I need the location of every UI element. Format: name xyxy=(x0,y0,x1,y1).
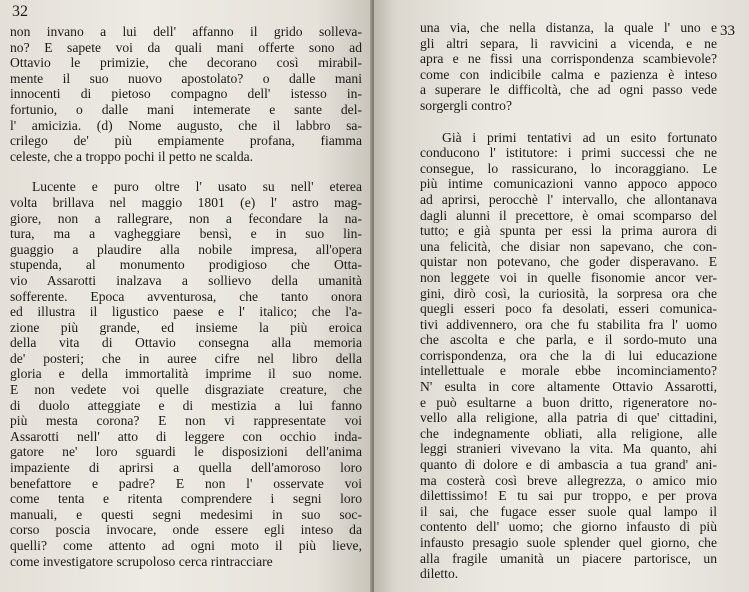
text-line: gatore ne' loro sguardi le disposizioni dell'anima xyxy=(10,444,362,460)
text-line: come investigatore scrupoloso cerca rintracciare xyxy=(10,553,273,569)
text-line: della vita di Ottavio consegna alla memoria xyxy=(10,335,362,351)
text-line: di duolo atteggiate e di mestizia a lui fanno xyxy=(10,397,362,413)
text-line: Ottavio le primizie, che decorano così mirabil- xyxy=(10,55,362,71)
text-line: Già i primi tentativi ad un esito fortunato xyxy=(442,129,717,145)
text-line: più intime comunicazioni vanno appoco appoco xyxy=(420,176,717,192)
text-line: fortunio, o dalle mani intemerate e sante del- xyxy=(10,101,362,117)
text-line: stupenda, al monumento prodigioso che Otta- xyxy=(10,257,362,273)
right-page-number: 33 xyxy=(720,23,735,39)
text-line: tutto; e già spunta per essi la prima aurora di xyxy=(420,223,717,239)
text-line: infausto presagio suole splender quel giorno, che xyxy=(420,535,717,550)
left-paragraph-2 xyxy=(10,179,362,569)
left-page xyxy=(0,0,372,592)
text-line: alla fragile umanità un piacere partorisce, un xyxy=(420,550,717,566)
text-line: apra e ne fissi una corrispondenza scambievole? xyxy=(420,51,717,67)
text-line: a superare le difficoltà, che ad ogni passo vede xyxy=(420,82,717,98)
text-line: zione più grande, ed insieme la più eroica xyxy=(10,319,362,335)
text-line: E non vedete voi quelle disgraziate creature, che xyxy=(10,382,362,398)
text-line: gli altri separa, li ravvicini a vicenda, e ne xyxy=(420,35,717,51)
text-line: contento dell' uomo; che giorno infausto di più xyxy=(420,519,717,535)
text-line: Assarotti nell' atto di leggere con occhio inda- xyxy=(10,428,362,444)
right-paragraph-1 xyxy=(420,20,739,114)
text-line: non leggete voi in quelle fisonomie ancor ver- xyxy=(420,269,717,285)
text-line: vio Assarotti inalzava a sollievo della umanità xyxy=(10,272,362,288)
text-line: leggi stranieri vivevano la vita. Ma quanto, ahi xyxy=(420,441,717,457)
text-line: consegue, lo rassicurano, lo incoraggiano. Le xyxy=(420,160,717,176)
text-line: ma costerà così breve allegrezza, o amico mio xyxy=(420,472,717,488)
text-line: tura, ma a vagheggiare bensì, e in suo lin- xyxy=(10,226,362,242)
text-line: gloria e della immortalità imprime il suo nome. xyxy=(10,366,362,382)
text-line: intellettuale e morale ebbe incominciamento? xyxy=(420,363,717,379)
text-line: sofferente. Epoca avventurosa, che tanto onora xyxy=(10,288,362,304)
text-line: guaggio a plaudire alla nobile impresa, all'opera xyxy=(10,241,362,257)
text-line: come con indicibile calma e pazienza è inteso xyxy=(420,66,717,82)
text-line: una felicità, che disiar non sapevano, che con- xyxy=(420,238,717,254)
text-line: manuali, e questi segni medesimi in suo soc- xyxy=(10,506,362,522)
text-line: quanto di dolore e di ambascia a tua grand' ani- xyxy=(420,457,717,473)
text-line: benefattore e padre? E non l' osservate voi xyxy=(10,475,362,491)
text-line: gini, dirò così, la curiosità, la sorpresa ora che xyxy=(420,285,717,301)
right-page xyxy=(374,0,749,592)
text-line: celeste, che a troppo pochi il petto ne scalda. xyxy=(10,148,254,164)
text-line: quistar non potevano, che goder disperavano. E xyxy=(420,254,717,270)
text-line: quelli? come attento ad ogni moto il più lieve, xyxy=(10,538,362,553)
text-line: corso poscia invocare, onde essere egli inteso da xyxy=(10,522,362,538)
text-line: l' amicizia. (d) Nome augusto, che il labbro sa- xyxy=(10,117,362,133)
text-line: dilettissimo! E tu sai pur troppo, e per prova xyxy=(420,488,717,504)
right-paragraph-2 xyxy=(420,130,739,582)
text-line: più mesta corona? E non vi rappresentate voi xyxy=(10,413,362,429)
text-line: ed illustra il ligustico paese e l' italico; che l'a- xyxy=(10,304,362,320)
text-line: corrispondenza, ora che la di lui educazione xyxy=(420,347,717,363)
text-line: e può esultarne a buon dritto, rigeneratore no- xyxy=(420,394,717,410)
text-line: che indegnamente obliati, alla religione, alle xyxy=(420,425,717,441)
text-line: de' posteri; che in auree cifre nel libro della xyxy=(10,350,362,366)
text-line: innocenti di pietoso compagno dell' istesso in- xyxy=(10,86,362,102)
text-line: come tenta e ritenta comprendere i segni loro xyxy=(10,491,362,507)
text-line: volta brillava nel maggio 1801 (e) l' astro mag- xyxy=(10,194,362,210)
text-line: il sai, che fugace esser suole qual lampo il xyxy=(420,503,717,519)
text-line: mente il suo nuovo apostolato? o dalle mani xyxy=(10,70,362,86)
text-line: giore, non a rallegrare, non a fecondare la na- xyxy=(10,210,362,226)
text-line: dagli alunni il precettore, è omai scomparso del xyxy=(420,207,717,223)
left-paragraph-1 xyxy=(10,24,362,164)
text-line: crilego de' più empiamente profana, fiamma xyxy=(10,133,362,149)
text-line: impaziente di aprirsi a quella dell'amoroso loro xyxy=(10,460,362,476)
text-line: diletto. xyxy=(420,566,459,582)
text-line: sorgergli contro? xyxy=(420,97,512,113)
text-line: non invano a lui dell' affanno il grido solleva- xyxy=(10,24,362,39)
text-line: Lucente e puro oltre l' usato su nell' eterea xyxy=(32,179,362,195)
text-line: quegli esseri poco fa desolati, esseri comunica- xyxy=(420,301,717,317)
text-line: N' esulta in core altamente Ottavio Assarotti, xyxy=(420,379,717,395)
text-line: no? E sapete voi da quali mani offerte sono ad xyxy=(10,39,362,55)
text-line: conducono l' istitutore: i primi successi che ne xyxy=(420,145,717,161)
text-line: ad aprirsi, perocchè l' intervallo, che allontanava xyxy=(420,191,717,207)
left-page-number: 32 xyxy=(12,3,28,20)
text-line: che ascolta e che parla, e il sordo-muto una xyxy=(420,332,717,348)
text-line: vello alla religione, alla patria di que' cittadini, xyxy=(420,410,717,426)
text-line: una via, che nella distanza, la quale l' uno e xyxy=(420,20,717,35)
text-line: tivi addivennero, ora che fu stabilita fra l' uomo xyxy=(420,316,717,332)
